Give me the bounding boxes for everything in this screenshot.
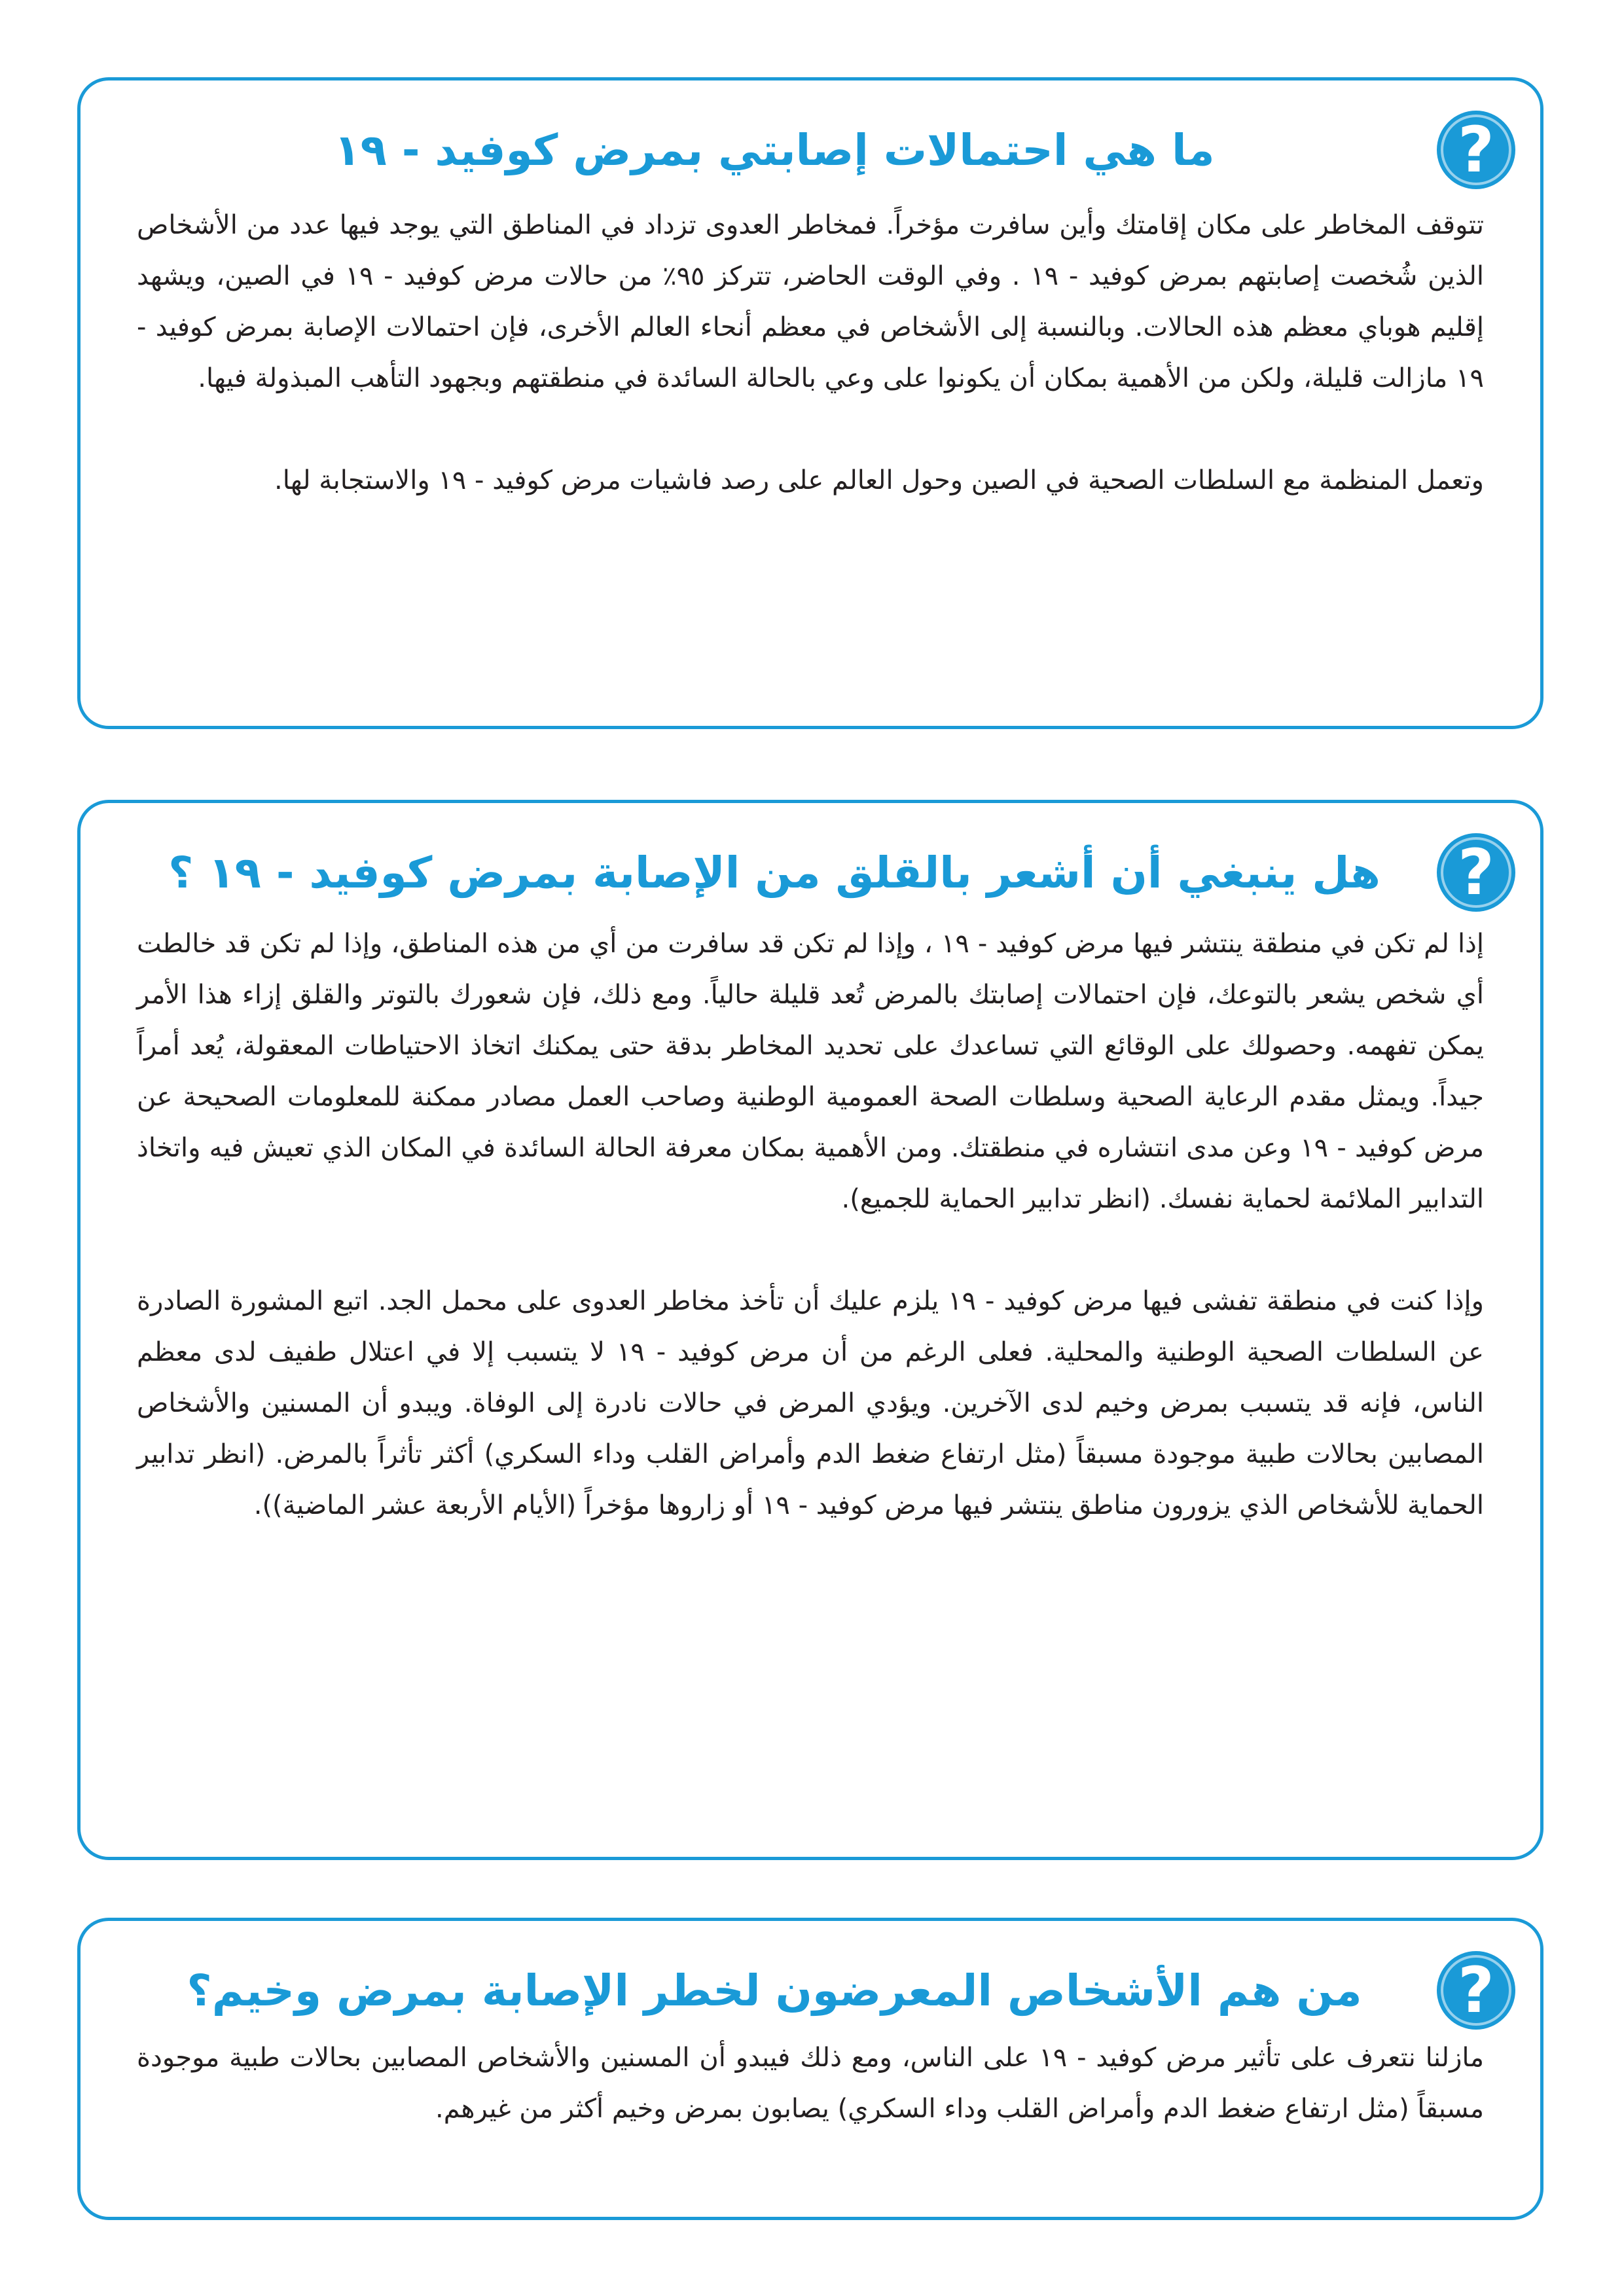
question-circle-icon: ?: [1437, 1951, 1515, 2030]
paragraph: مازلنا نتعرف على تأثير مرض كوفيد - ١٩ على الناس، ومع ذلك فيبدو أن المسنين والأشخاص المصابين بحالات طبية موجودة مسبقاً (مثل ارتفاع ضغط الدم وأمراض القلب وداء السكري) يصابون بمرض وخيم أكثر من غيرهم.: [137, 2043, 1485, 2124]
card-header: [81, 803, 1540, 934]
card-header: [81, 81, 1540, 211]
card-title: هل ينبغي أن أشعر بالقلق من الإصابة بمرض كوفيد - ١٩ ؟: [168, 847, 1380, 898]
paragraph: تتوقف المخاطر على مكان إقامتك وأين سافرت مؤخراً. فمخاطر العدوى تزداد في المناطق التي يوجد فيها عدد من الأشخاص الذين شُخصت إصابتهم بمرض كوفيد - ١٩ . وفي الوقت الحاضر، تتركز ٩٥٪ من حالات مرض كوفيد - ١٩ في الصين، ويشهد إقليم هوباي معظم هذه الحالات. وبالنسبة إلى الأشخاص في معظم أنحاء العالم الأخرى، فإن احتمالات الإصابة بمرض كوفيد - ١٩ مازالت قليلة، ولكن من الأهمية بمكان أن يكونوا على وعي بالحالة السائدة في منطقتهم وبجهود التأهب المبذولة فيها.: [137, 210, 1485, 393]
card-title: ما هي احتمالات إصابتي بمرض كوفيد - ١٩: [334, 124, 1215, 175]
faq-card-severe-risk-groups: [77, 1918, 1543, 2220]
card-body: [137, 200, 1484, 506]
paragraph: وإذا كنت في منطقة تفشى فيها مرض كوفيد - ١٩ يلزم عليك أن تأخذ مخاطر العدوى على محمل الجد. اتبع المشورة الصادرة عن السلطات الصحية الوطنية والمحلية. فعلى الرغم من أن مرض كوفيد - ١٩ لا يتسبب إلا في اعتلال طفيف لدى معظم الناس، فإنه قد يتسبب بمرض وخيم لدى الآخرين. ويؤدي المرض في حالات نادرة إلى الوفاة. ويبدو أن المسنين والأشخاص المصابين بحالات طبية موجودة مسبقاً (مثل ارتفاع ضغط الدم وأمراض القلب وداء السكري) أكثر تأثراً بالمرض. (انظر تدابير الحماية للأشخاص الذي يزورون مناطق ينتشر فيها مرض كوفيد - ١٩ أو زاروها مؤخراً (الأيام الأربعة عشر الماضية)).: [137, 1286, 1485, 1520]
faq-card-infection-likelihood: [77, 77, 1543, 729]
paragraph: وتعمل المنظمة مع السلطات الصحية في الصين وحول العالم على رصد فاشيات مرض كوفيد - ١٩ والاستجابة لها.: [274, 465, 1484, 495]
paragraph: إذا لم تكن في منطقة ينتشر فيها مرض كوفيد - ١٩ ، وإذا لم تكن قد سافرت من أي من هذه المناطق، وإذا لم تكن قد خالطت أي شخص يشعر بالتوعك، فإن احتمالات إصابتك بالمرض تُعد قليلة حالياً. ومع ذلك، فإن شعورك بالتوتر والقلق إزاء هذا الأمر يمكن تفهمه. وحصولك على الوقائع التي تساعدك على تحديد المخاطر بدقة حتى يمكنك اتخاذ الاحتياطات المعقولة، يُعد أمراً جيداً. ويمثل مقدم الرعاية الصحية وسلطات الصحة العمومية الوطنية وصاحب العمل مصادر ممكنة للمعلومات الصحيحة عن مرض كوفيد - ١٩ وعن مدى انتشاره في منطقتك. ومن الأهمية بمكان معرفة الحالة السائدة في المكان الذي تعيش فيه واتخاذ التدابير الملائمة لحماية نفسك. (انظر تدابير الحماية للجميع).: [137, 929, 1484, 1214]
card-body: [137, 2032, 1484, 2134]
question-circle-icon: ?: [1437, 111, 1515, 189]
card-title: من هم الأشخاص المعرضون لخطر الإصابة بمرض وخيم؟: [187, 1965, 1362, 2016]
question-circle-icon: ?: [1437, 833, 1515, 912]
faq-card-should-i-worry: [77, 800, 1543, 1860]
card-body: [137, 918, 1484, 1531]
